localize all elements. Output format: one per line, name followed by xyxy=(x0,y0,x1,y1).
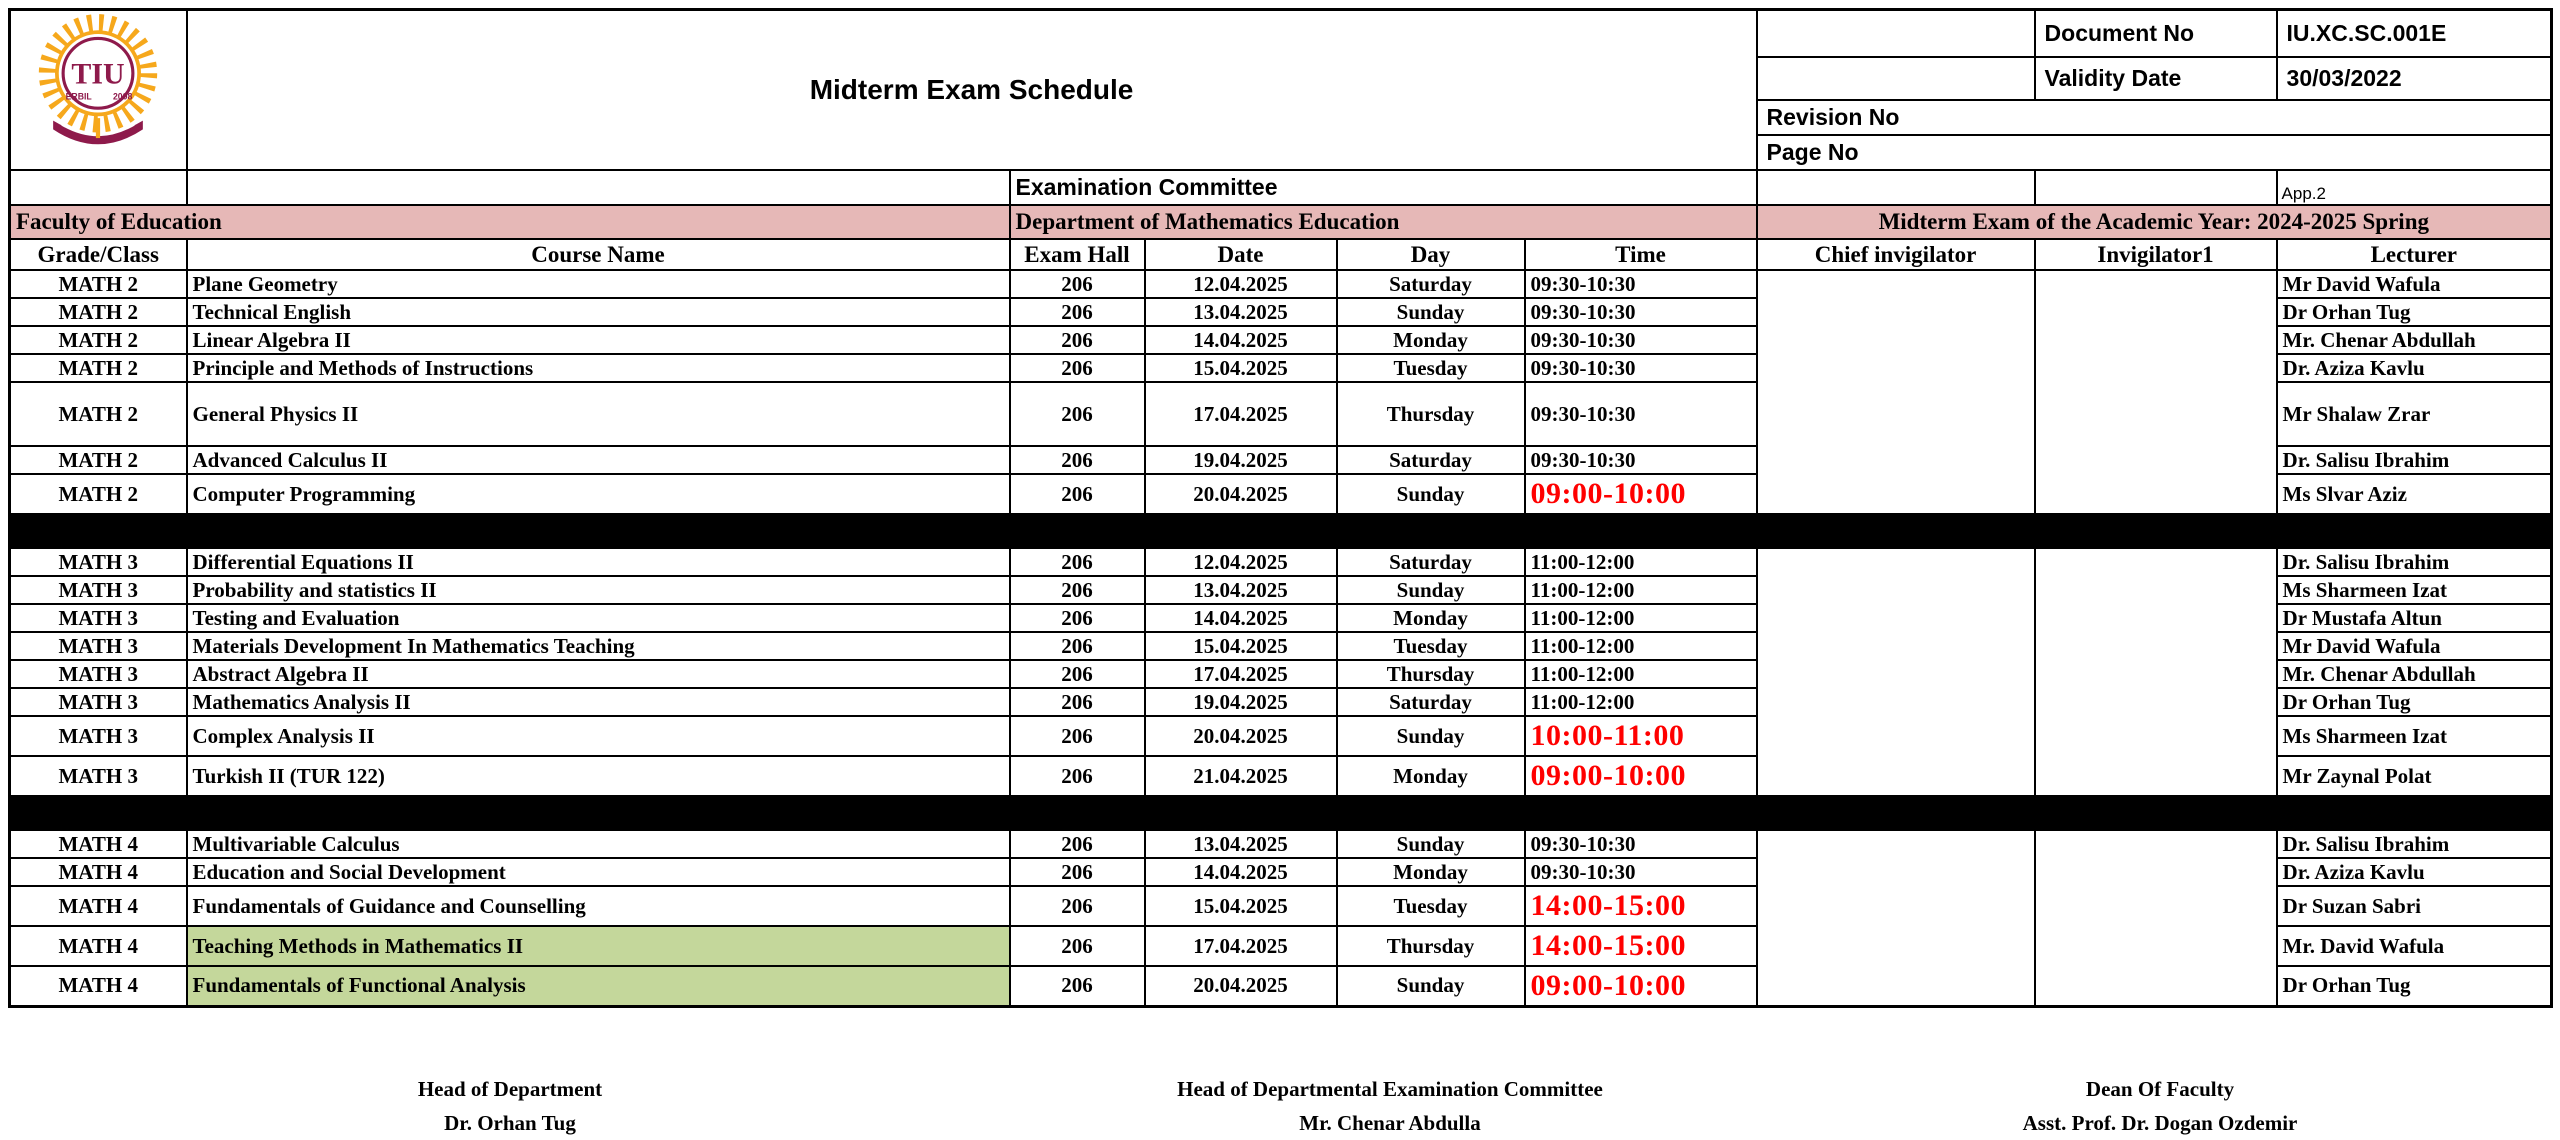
chief-invigilator-cell xyxy=(1757,270,2035,514)
lecturer-cell: Dr. Aziza Kavlu xyxy=(2277,354,2552,382)
lecturer-cell: Mr Shalaw Zrar xyxy=(2277,382,2552,446)
course-cell: Education and Social Development xyxy=(187,858,1010,886)
course-cell: Computer Programming xyxy=(187,474,1010,514)
day-cell: Thursday xyxy=(1337,660,1525,688)
time-cell: 09:30-10:30 xyxy=(1525,354,1757,382)
course-cell: Differential Equations II xyxy=(187,548,1010,576)
signature-name: Dr. Orhan Tug xyxy=(444,1111,576,1135)
col-header-lecturer: Lecturer xyxy=(2277,239,2552,270)
exam-hall-cell: 206 xyxy=(1010,298,1145,326)
col-header-date: Date xyxy=(1145,239,1337,270)
grade-cell: MATH 3 xyxy=(10,604,187,632)
date-cell: 20.04.2025 xyxy=(1145,716,1337,756)
doc-info-blank-1 xyxy=(1757,10,2035,57)
time-cell: 14:00-15:00 xyxy=(1525,886,1757,926)
time-cell: 11:00-12:00 xyxy=(1525,632,1757,660)
day-cell: Saturday xyxy=(1337,446,1525,474)
course-cell: Teaching Methods in Mathematics II xyxy=(187,926,1010,966)
revision-no-label: Revision No xyxy=(1757,100,2552,135)
lecturer-cell: Dr Orhan Tug xyxy=(2277,688,2552,716)
signature-title: Dean Of Faculty xyxy=(2085,1077,2235,1101)
exam-row xyxy=(10,548,2552,576)
validity-date-label: Validity Date xyxy=(2035,57,2277,100)
committee-blank-3 xyxy=(1757,170,2035,205)
exam-hall-cell: 206 xyxy=(1010,926,1145,966)
date-cell: 20.04.2025 xyxy=(1145,966,1337,1006)
day-cell: Monday xyxy=(1337,326,1525,354)
lecturer-cell: Dr Mustafa Altun xyxy=(2277,604,2552,632)
lecturer-cell: Mr David Wafula xyxy=(2277,632,2552,660)
chief-invigilator-cell xyxy=(1757,548,2035,796)
day-cell: Sunday xyxy=(1337,474,1525,514)
col-header-exam-hall: Exam Hall xyxy=(1010,239,1145,270)
exam-hall-cell: 206 xyxy=(1010,548,1145,576)
date-cell: 14.04.2025 xyxy=(1145,604,1337,632)
signature-dean xyxy=(1850,1072,2470,1140)
exam-hall-cell: 206 xyxy=(1010,688,1145,716)
course-cell: Linear Algebra II xyxy=(187,326,1010,354)
block-separator xyxy=(10,796,2552,830)
grade-cell: MATH 4 xyxy=(10,886,187,926)
signature-exam-committee-head xyxy=(1080,1072,1700,1140)
date-cell: 21.04.2025 xyxy=(1145,756,1337,796)
grade-cell: MATH 3 xyxy=(10,716,187,756)
block-separator xyxy=(10,514,2552,548)
doc-info-blank-2 xyxy=(1757,57,2035,100)
time-cell: 09:30-10:30 xyxy=(1525,270,1757,298)
grade-cell: MATH 2 xyxy=(10,474,187,514)
grade-cell: MATH 2 xyxy=(10,382,187,446)
grade-cell: MATH 3 xyxy=(10,756,187,796)
exam-hall-cell: 206 xyxy=(1010,576,1145,604)
time-cell: 11:00-12:00 xyxy=(1525,576,1757,604)
exam-hall-cell: 206 xyxy=(1010,326,1145,354)
date-cell: 20.04.2025 xyxy=(1145,474,1337,514)
col-header-invigilator1: Invigilator1 xyxy=(2035,239,2277,270)
lecturer-cell: Dr. Aziza Kavlu xyxy=(2277,858,2552,886)
exam-schedule-table xyxy=(8,8,2553,1008)
time-cell: 11:00-12:00 xyxy=(1525,688,1757,716)
logo-cell xyxy=(10,10,187,171)
date-cell: 13.04.2025 xyxy=(1145,298,1337,326)
page-no-label: Page No xyxy=(1757,135,2552,170)
date-cell: 13.04.2025 xyxy=(1145,576,1337,604)
grade-cell: MATH 3 xyxy=(10,548,187,576)
column-header-row xyxy=(10,239,2552,270)
time-cell: 09:00-10:00 xyxy=(1525,756,1757,796)
grade-cell: MATH 3 xyxy=(10,632,187,660)
tiu-logo-icon xyxy=(23,11,173,163)
date-cell: 12.04.2025 xyxy=(1145,270,1337,298)
block-separator-band xyxy=(10,514,2552,548)
time-cell: 09:30-10:30 xyxy=(1525,326,1757,354)
grade-cell: MATH 4 xyxy=(10,926,187,966)
course-cell: Multivariable Calculus xyxy=(187,830,1010,858)
lecturer-cell: Ms Sharmeen Izat xyxy=(2277,716,2552,756)
grade-cell: MATH 2 xyxy=(10,446,187,474)
course-cell: Technical English xyxy=(187,298,1010,326)
grade-cell: MATH 4 xyxy=(10,966,187,1006)
course-cell: Probability and statistics II xyxy=(187,576,1010,604)
signature-title: Head of Department xyxy=(417,1077,603,1101)
signature-name: Mr. Chenar Abdulla xyxy=(1299,1111,1481,1135)
day-cell: Thursday xyxy=(1337,926,1525,966)
app-ref: App.2 xyxy=(2277,170,2552,205)
lecturer-cell: Mr Zaynal Polat xyxy=(2277,756,2552,796)
exam-hall-cell: 206 xyxy=(1010,756,1145,796)
day-cell: Monday xyxy=(1337,604,1525,632)
exam-hall-cell: 206 xyxy=(1010,660,1145,688)
signature-head-of-department xyxy=(290,1072,730,1140)
lecturer-cell: Mr. Chenar Abdullah xyxy=(2277,660,2552,688)
day-cell: Saturday xyxy=(1337,688,1525,716)
exam-hall-cell: 206 xyxy=(1010,858,1145,886)
date-cell: 15.04.2025 xyxy=(1145,632,1337,660)
time-cell: 09:30-10:30 xyxy=(1525,446,1757,474)
day-cell: Tuesday xyxy=(1337,886,1525,926)
committee-blank-2 xyxy=(187,170,1010,205)
date-cell: 15.04.2025 xyxy=(1145,886,1337,926)
grade-cell: MATH 2 xyxy=(10,354,187,382)
document-no-value: IU.XC.SC.001E xyxy=(2277,10,2552,57)
committee-row xyxy=(10,170,2552,205)
day-cell: Tuesday xyxy=(1337,354,1525,382)
invigilator1-cell xyxy=(2035,270,2277,514)
lecturer-cell: Dr Suzan Sabri xyxy=(2277,886,2552,926)
lecturer-cell: Dr Orhan Tug xyxy=(2277,966,2552,1006)
col-header-day: Day xyxy=(1337,239,1525,270)
time-cell: 14:00-15:00 xyxy=(1525,926,1757,966)
day-cell: Sunday xyxy=(1337,298,1525,326)
lecturer-cell: Dr. Salisu Ibrahim xyxy=(2277,548,2552,576)
time-cell: 09:30-10:30 xyxy=(1525,858,1757,886)
exam-hall-cell: 206 xyxy=(1010,474,1145,514)
day-cell: Monday xyxy=(1337,756,1525,796)
day-cell: Thursday xyxy=(1337,382,1525,446)
exam-hall-cell: 206 xyxy=(1010,716,1145,756)
chief-invigilator-cell xyxy=(1757,830,2035,1006)
date-cell: 15.04.2025 xyxy=(1145,354,1337,382)
examination-committee-label: Examination Committee xyxy=(1010,170,1757,205)
exam-hall-cell: 206 xyxy=(1010,966,1145,1006)
col-header-time: Time xyxy=(1525,239,1757,270)
committee-blank-1 xyxy=(10,170,187,205)
course-cell: Turkish II (TUR 122) xyxy=(187,756,1010,796)
time-cell: 09:00-10:00 xyxy=(1525,474,1757,514)
time-cell: 09:30-10:30 xyxy=(1525,830,1757,858)
course-cell: Mathematics Analysis II xyxy=(187,688,1010,716)
exam-row xyxy=(10,830,2552,858)
logo-erbil-text: ERBIL xyxy=(65,91,93,102)
lecturer-cell: Dr Orhan Tug xyxy=(2277,298,2552,326)
day-cell: Tuesday xyxy=(1337,632,1525,660)
date-cell: 14.04.2025 xyxy=(1145,326,1337,354)
day-cell: Sunday xyxy=(1337,576,1525,604)
invigilator1-cell xyxy=(2035,548,2277,796)
date-cell: 14.04.2025 xyxy=(1145,858,1337,886)
page-title: Midterm Exam Schedule xyxy=(187,10,1757,171)
lecturer-cell: Dr. Salisu Ibrahim xyxy=(2277,446,2552,474)
lecturer-cell: Ms Sharmeen Izat xyxy=(2277,576,2552,604)
grade-cell: MATH 3 xyxy=(10,688,187,716)
time-cell: 09:30-10:30 xyxy=(1525,298,1757,326)
time-cell: 09:00-10:00 xyxy=(1525,966,1757,1006)
course-cell: Principle and Methods of Instructions xyxy=(187,354,1010,382)
exam-hall-cell: 206 xyxy=(1010,830,1145,858)
validity-date-value: 30/03/2022 xyxy=(2277,57,2552,100)
grade-cell: MATH 4 xyxy=(10,858,187,886)
block-separator-band xyxy=(10,796,2552,830)
committee-blank-4 xyxy=(2035,170,2277,205)
lecturer-cell: Mr. David Wafula xyxy=(2277,926,2552,966)
lecturer-cell: Ms Slvar Aziz xyxy=(2277,474,2552,514)
logo-year-text: 2008 xyxy=(113,91,133,102)
time-cell: 09:30-10:30 xyxy=(1525,382,1757,446)
date-cell: 13.04.2025 xyxy=(1145,830,1337,858)
course-cell: Advanced Calculus II xyxy=(187,446,1010,474)
day-cell: Sunday xyxy=(1337,966,1525,1006)
logo-text: TIU xyxy=(71,57,125,91)
date-cell: 12.04.2025 xyxy=(1145,548,1337,576)
date-cell: 17.04.2025 xyxy=(1145,660,1337,688)
exam-hall-cell: 206 xyxy=(1010,632,1145,660)
department-banner: Department of Mathematics Education xyxy=(1010,205,1757,239)
grade-cell: MATH 2 xyxy=(10,298,187,326)
exam-hall-cell: 206 xyxy=(1010,886,1145,926)
faculty-banner: Faculty of Education xyxy=(10,205,1010,239)
date-cell: 17.04.2025 xyxy=(1145,926,1337,966)
grade-cell: MATH 2 xyxy=(10,326,187,354)
time-cell: 11:00-12:00 xyxy=(1525,604,1757,632)
date-cell: 19.04.2025 xyxy=(1145,688,1337,716)
lecturer-cell: Dr. Salisu Ibrahim xyxy=(2277,830,2552,858)
date-cell: 17.04.2025 xyxy=(1145,382,1337,446)
doc-header-row-1 xyxy=(10,10,2552,57)
day-cell: Saturday xyxy=(1337,548,1525,576)
exam-hall-cell: 206 xyxy=(1010,270,1145,298)
day-cell: Sunday xyxy=(1337,830,1525,858)
exam-hall-cell: 206 xyxy=(1010,604,1145,632)
semester-banner: Midterm Exam of the Academic Year: 2024-2025 Spring xyxy=(1757,205,2552,239)
course-cell: Plane Geometry xyxy=(187,270,1010,298)
course-cell: Testing and Evaluation xyxy=(187,604,1010,632)
lecturer-cell: Mr. Chenar Abdullah xyxy=(2277,326,2552,354)
invigilator1-cell xyxy=(2035,830,2277,1006)
exam-hall-cell: 206 xyxy=(1010,354,1145,382)
grade-cell: MATH 2 xyxy=(10,270,187,298)
day-cell: Sunday xyxy=(1337,716,1525,756)
grade-cell: MATH 3 xyxy=(10,576,187,604)
grade-cell: MATH 4 xyxy=(10,830,187,858)
grade-cell: MATH 3 xyxy=(10,660,187,688)
course-cell: Complex Analysis II xyxy=(187,716,1010,756)
course-cell: General Physics II xyxy=(187,382,1010,446)
signature-title: Head of Departmental Examination Committee xyxy=(1177,1077,1603,1101)
banner-row xyxy=(10,205,2552,239)
col-header-chief-invigilator: Chief invigilator xyxy=(1757,239,2035,270)
col-header-grade-class: Grade/Class xyxy=(10,239,187,270)
col-header-course-name: Course Name xyxy=(187,239,1010,270)
date-cell: 19.04.2025 xyxy=(1145,446,1337,474)
course-cell: Abstract Algebra II xyxy=(187,660,1010,688)
exam-hall-cell: 206 xyxy=(1010,382,1145,446)
day-cell: Saturday xyxy=(1337,270,1525,298)
course-cell: Fundamentals of Guidance and Counselling xyxy=(187,886,1010,926)
exam-row xyxy=(10,270,2552,298)
time-cell: 11:00-12:00 xyxy=(1525,660,1757,688)
exam-hall-cell: 206 xyxy=(1010,446,1145,474)
course-cell: Fundamentals of Functional Analysis xyxy=(187,966,1010,1006)
time-cell: 10:00-11:00 xyxy=(1525,716,1757,756)
day-cell: Monday xyxy=(1337,858,1525,886)
course-cell: Materials Development In Mathematics Teaching xyxy=(187,632,1010,660)
signature-name: Asst. Prof. Dr. Dogan Ozdemir xyxy=(2022,1111,2298,1135)
time-cell: 11:00-12:00 xyxy=(1525,548,1757,576)
document-no-label: Document No xyxy=(2035,10,2277,57)
lecturer-cell: Mr David Wafula xyxy=(2277,270,2552,298)
